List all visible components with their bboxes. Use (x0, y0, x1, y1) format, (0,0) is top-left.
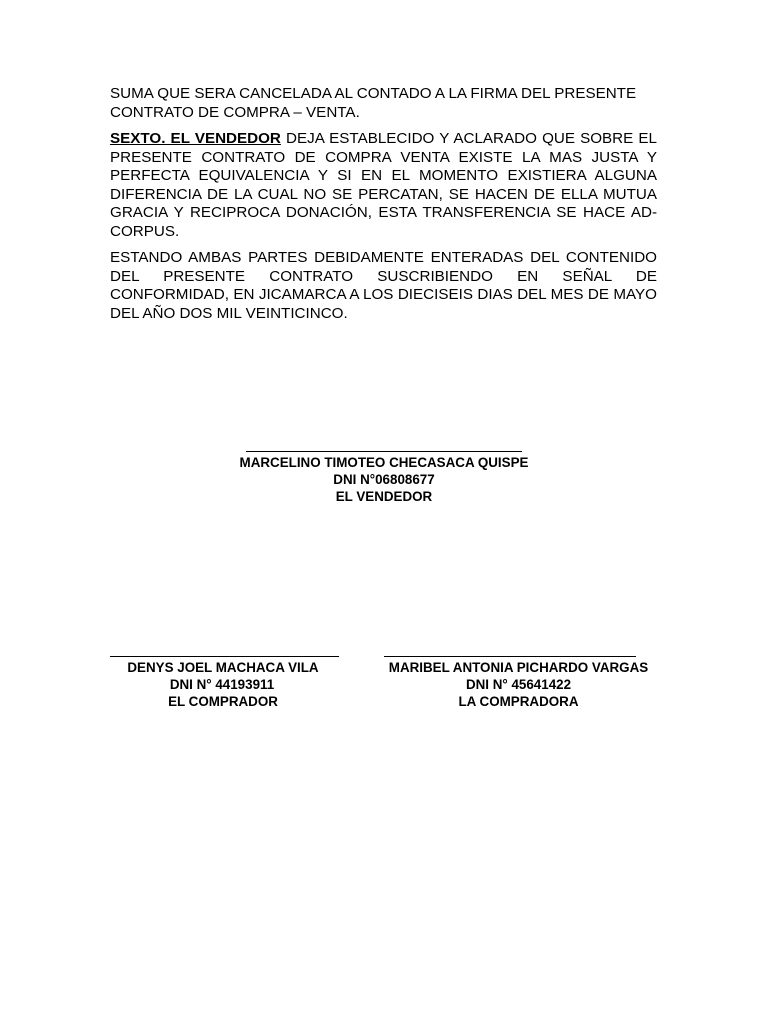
buyer-2-signature-block (370, 659, 667, 710)
buyer-2-name: MARIBEL ANTONIA PICHARDO VARGAS (388, 660, 649, 675)
buyer-1-name: DENYS JOEL MACHACA VILA (127, 660, 319, 675)
seller-role: EL VENDEDOR (335, 489, 433, 504)
clause-sixth-paragraph (110, 130, 657, 241)
clause-sixth-text: DEJA ESTABLECIDO Y ACLARADO QUE SOBRE EL PRESENTE CONTRATO DE COMPRA VENTA EXISTE LA MAS JUSTA Y PERFECTA EQUIVALENCIA Y SI EN EL MOMENTO EXISTIERA ALGUNA DIFERENCIA DE LA CUAL NO SE PERCATAN, SE HACEN DE ELLA MUTUA GRACIA Y RECIPROCA DONACIÓN, ESTA TRANSFERENCIA SE HACE AD-CORPUS. (110, 130, 657, 240)
clause-closing-paragraph (110, 249, 657, 323)
clause-closing-text: ESTANDO AMBAS PARTES DEBIDAMENTE ENTERADAS DEL CONTENIDO DEL PRESENTE CONTRATO SUSCRIBIENDO EN SEÑAL DE CONFORMIDAD, EN JICAMARCA A LOS DIECISEIS DIAS DEL MES DE MAYO DEL AÑO DOS MIL VEINTICINCO. (110, 249, 657, 322)
clause-payment-paragraph (110, 85, 657, 122)
buyer-2-signature-line (384, 656, 636, 657)
clause-payment-text: SUMA QUE SERA CANCELADA AL CONTADO A LA FIRMA DEL PRESENTE CONTRATO DE COMPRA – VENTA. (110, 85, 637, 121)
buyer-1-signature-block (98, 659, 348, 710)
buyer-1-role: EL COMPRADOR (168, 694, 278, 709)
seller-name: MARCELINO TIMOTEO CHECASACA QUISPE (239, 455, 529, 470)
seller-dni: DNI N°06808677 (333, 472, 435, 487)
buyer-1-signature-line (110, 656, 339, 657)
buyer-2-role: LA COMPRADORA (458, 694, 579, 709)
buyer-2-dni: DNI N° 45641422 (465, 677, 572, 692)
seller-signature-block (184, 454, 584, 505)
buyer-1-dni: DNI N° 44193911 (169, 677, 275, 692)
seller-signature-line (246, 451, 522, 452)
clause-sixth-heading: SEXTO. EL VENDEDOR (110, 130, 281, 147)
